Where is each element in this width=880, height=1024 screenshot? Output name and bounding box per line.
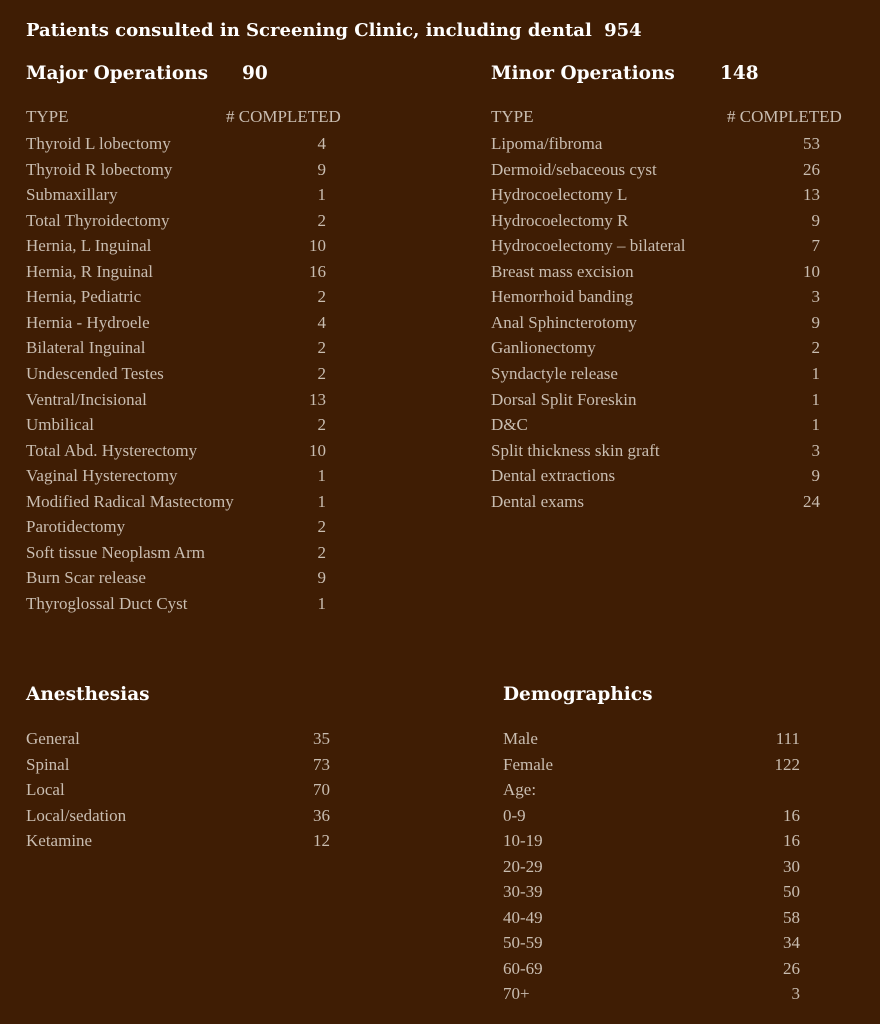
row-type: Ventral/Incisional [26, 389, 147, 409]
demographic-row [503, 879, 804, 905]
row-count: 36 [313, 805, 330, 825]
row-type: Hydrocoelectomy L [491, 185, 628, 205]
row-type: General [26, 729, 80, 748]
anesthesia-row [26, 828, 334, 854]
demographic-row [503, 854, 804, 880]
row-type: Ganlionectomy [491, 338, 596, 358]
demographic-row [503, 828, 804, 854]
row-type: Hydrocoelectomy R [491, 210, 629, 230]
major-operations-label: Major Operations [26, 63, 209, 84]
row-type: 70+ [503, 984, 530, 1003]
row-type: Local [26, 780, 65, 799]
minor-operations-total: 148 [720, 63, 759, 84]
row-type: Split thickness skin graft [491, 440, 660, 460]
row-type: Hemorrhoid banding [491, 287, 634, 307]
row-type: Syndactyle release [491, 363, 618, 383]
major-operation-row [26, 233, 330, 259]
minor-operation-row [491, 387, 824, 413]
row-type: Modified Radical Mastectomy [26, 491, 234, 511]
major-count-header: # COMPLETED [226, 107, 341, 126]
row-type: Dorsal Split Foreskin [491, 389, 637, 409]
minor-operation-row [491, 489, 824, 515]
row-count: 2 [811, 338, 820, 358]
row-count: 58 [783, 907, 800, 927]
demographics-title: Demographics [503, 684, 653, 705]
minor-operation-row [491, 259, 824, 285]
major-operation-row [26, 540, 330, 566]
minor-operation-row [491, 310, 824, 336]
major-operation-row [26, 565, 330, 591]
major-operation-row [26, 438, 330, 464]
row-count: 34 [783, 933, 800, 952]
row-count: 24 [803, 491, 820, 511]
minor-operation-row [491, 208, 824, 234]
major-operation-row [26, 310, 330, 336]
demographic-row [503, 981, 804, 1007]
row-count: 50 [783, 882, 800, 901]
minor-operation-row [491, 335, 824, 361]
major-operation-row [26, 591, 330, 617]
anesthesia-row [26, 777, 334, 803]
demographic-row [503, 777, 804, 803]
row-type: Parotidectomy [26, 517, 126, 537]
row-type: Submaxillary [26, 185, 118, 205]
anesthesia-row [26, 803, 334, 829]
row-count: 16 [783, 805, 800, 825]
major-operation-row [26, 361, 330, 387]
demographic-row [503, 803, 804, 829]
row-type: Undescended Testes [26, 363, 164, 383]
row-count: 26 [783, 958, 800, 978]
row-type: Thyroid L lobectomy [26, 134, 171, 153]
row-type: Female [503, 754, 554, 774]
row-count: 122 [774, 754, 800, 774]
clinic-total-label: Patients consulted in Screening Clinic, including dental [26, 20, 592, 41]
demographic-row [503, 956, 804, 982]
anesthesia-row [26, 752, 334, 778]
row-count: 13 [803, 185, 820, 205]
row-count: 111 [775, 729, 800, 748]
major-operation-row [26, 208, 330, 234]
row-type: Bilateral Inguinal [26, 338, 146, 358]
row-count: 1 [811, 389, 820, 409]
row-type: 30-39 [503, 882, 543, 901]
row-count: 2 [317, 542, 326, 562]
row-count: 2 [317, 415, 326, 435]
row-count: 16 [783, 831, 800, 850]
row-type: Age: [503, 780, 537, 799]
row-count: 2 [317, 517, 326, 537]
anesthesia-row [26, 726, 334, 752]
row-type: Total Thyroidectomy [26, 210, 170, 230]
row-count: 9 [317, 159, 326, 179]
minor-operation-row [491, 412, 824, 438]
major-operation-row [26, 335, 330, 361]
major-operation-row [26, 514, 330, 540]
row-type: Hernia, Pediatric [26, 287, 142, 307]
row-count: 4 [317, 134, 326, 153]
major-operations-title [26, 63, 208, 84]
minor-operation-row [491, 361, 824, 387]
row-count: 53 [803, 134, 820, 153]
row-count: 2 [317, 363, 326, 383]
row-type: Vaginal Hysterectomy [26, 466, 178, 486]
row-type: Total Abd. Hysterectomy [26, 440, 198, 460]
row-count: 26 [803, 159, 820, 179]
minor-operations-label: Minor Operations [491, 63, 675, 84]
row-count: 2 [317, 287, 326, 307]
row-type: Local/sedation [26, 805, 127, 825]
demographic-row [503, 752, 804, 778]
demographic-row [503, 726, 804, 752]
row-count: 70 [313, 780, 330, 799]
minor-type-header: TYPE [491, 107, 534, 126]
minor-count-header: # COMPLETED [727, 107, 842, 126]
row-count: 10 [803, 261, 820, 281]
row-count: 73 [313, 754, 330, 774]
row-count: 7 [811, 236, 820, 256]
major-operation-row [26, 463, 330, 489]
minor-operation-row [491, 438, 824, 464]
row-type: Ketamine [26, 831, 93, 850]
row-count: 1 [317, 466, 326, 486]
demographic-row [503, 905, 804, 931]
minor-operation-row [491, 182, 824, 208]
row-type: Burn Scar release [26, 568, 146, 588]
row-count: 4 [317, 312, 326, 332]
clinic-total-value: 954 [604, 20, 642, 41]
row-type: Thyroid R lobectomy [26, 159, 173, 179]
row-type: 20-29 [503, 856, 543, 876]
minor-operation-row [491, 463, 824, 489]
row-type: Anal Sphincterotomy [491, 312, 637, 332]
row-type: 50-59 [503, 933, 543, 952]
row-type: D&C [491, 415, 528, 435]
major-operation-row [26, 412, 330, 438]
row-count: 1 [811, 363, 820, 383]
row-type: Hernia, R Inguinal [26, 261, 153, 281]
row-type: 40-49 [503, 907, 543, 927]
row-count: 9 [317, 568, 326, 588]
row-count: 12 [313, 831, 330, 850]
clinic-total-heading [26, 20, 642, 41]
major-operation-row [26, 489, 330, 515]
minor-operation-row [491, 131, 824, 157]
row-type: Breast mass excision [491, 261, 634, 281]
row-count: 1 [317, 185, 326, 205]
row-type: Dental extractions [491, 466, 616, 486]
major-type-header: TYPE [26, 107, 69, 126]
major-operation-row [26, 259, 330, 285]
row-count: 1 [317, 593, 326, 613]
row-count: 30 [783, 856, 800, 876]
row-type: Hernia - Hydroele [26, 312, 150, 332]
row-count: 10 [309, 440, 326, 460]
demographic-row [503, 930, 804, 956]
minor-operation-row [491, 157, 824, 183]
row-type: 60-69 [503, 958, 543, 978]
major-operation-row [26, 284, 330, 310]
row-type: Lipoma/fibroma [491, 134, 603, 153]
row-count: 10 [309, 236, 326, 256]
major-operation-row [26, 131, 330, 157]
row-count: 3 [811, 440, 820, 460]
minor-operations-title [491, 63, 675, 84]
row-count: 3 [811, 287, 820, 307]
row-type: Umbilical [26, 415, 94, 435]
row-count: 9 [811, 466, 820, 486]
anesthesias-title: Anesthesias [26, 684, 150, 705]
row-type: Hydrocoelectomy – bilateral [491, 236, 686, 256]
minor-operation-row [491, 233, 824, 259]
row-type: Dermoid/sebaceous cyst [491, 159, 657, 179]
row-type: 10-19 [503, 831, 543, 850]
row-count: 9 [811, 312, 820, 332]
minor-operation-row [491, 284, 824, 310]
row-type: Male [503, 729, 538, 748]
row-type: Dental exams [491, 491, 584, 511]
row-count: 1 [317, 491, 326, 511]
row-type: Thyroglossal Duct Cyst [26, 593, 188, 613]
row-type: Hernia, L Inguinal [26, 236, 152, 256]
row-count: 16 [309, 261, 326, 281]
row-type: 0-9 [503, 805, 526, 825]
major-operations-total: 90 [242, 63, 268, 84]
row-type: Soft tissue Neoplasm Arm [26, 542, 205, 562]
row-type: Spinal [26, 754, 70, 774]
row-count: 2 [317, 338, 326, 358]
row-count: 1 [811, 415, 820, 435]
row-count: 2 [317, 210, 326, 230]
row-count: 9 [811, 210, 820, 230]
row-count: 3 [791, 984, 800, 1003]
major-operation-row [26, 157, 330, 183]
row-count: 35 [313, 729, 330, 748]
row-count: 13 [309, 389, 326, 409]
major-operation-row [26, 387, 330, 413]
major-operation-row [26, 182, 330, 208]
